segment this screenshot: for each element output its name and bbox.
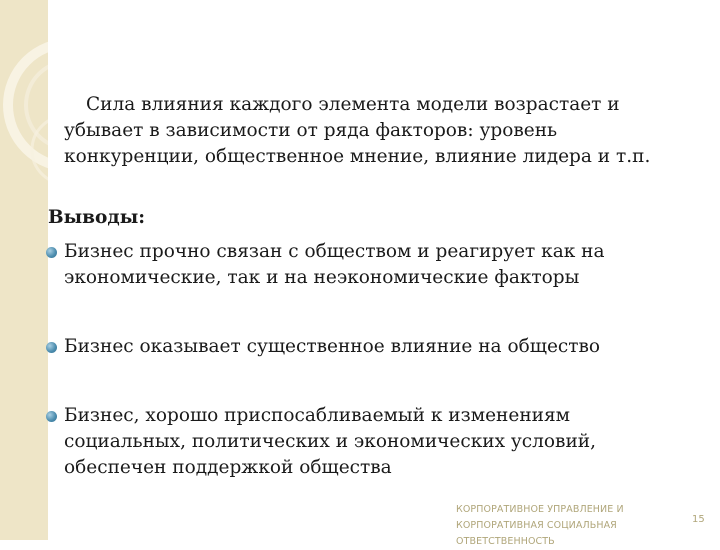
decorative-rings-icon — [0, 0, 48, 540]
bullet-text: Бизнес, хорошо приспосабливаемый к изменениям социальных, политических и экономических условий, обеспечен поддержкой общества — [64, 405, 596, 478]
intro-paragraph: Сила влияния каждого элемента модели возрастает и убывает в зависимости от ряда факторов: уровень конкуренции, общественное мнение, влияние лидера и т.п. — [64, 94, 651, 167]
bullet-icon — [46, 247, 57, 258]
bullet-item — [64, 403, 674, 481]
bullet-item — [64, 239, 674, 291]
bullet-text: Бизнес прочно связан с обществом и реагирует как на экономические, так и на неэкономические факторы — [64, 241, 605, 288]
bullet-text: Бизнес оказывает существенное влияние на общество — [64, 336, 601, 357]
bullet-item — [64, 334, 674, 360]
conclusions-heading: Выводы: — [48, 207, 146, 228]
slide-content — [48, 92, 684, 478]
footer-course-title: КОРПОРАТИВНОЕ УПРАВЛЕНИЕ И КОРПОРАТИВНАЯ СОЦИАЛЬНАЯ ОТВЕТСТВЕННОСТЬ — [456, 504, 624, 547]
decorative-sidebar — [0, 0, 48, 540]
slide-number: 15 — [692, 514, 705, 525]
bullet-icon — [46, 411, 57, 422]
bullet-icon — [46, 342, 57, 353]
